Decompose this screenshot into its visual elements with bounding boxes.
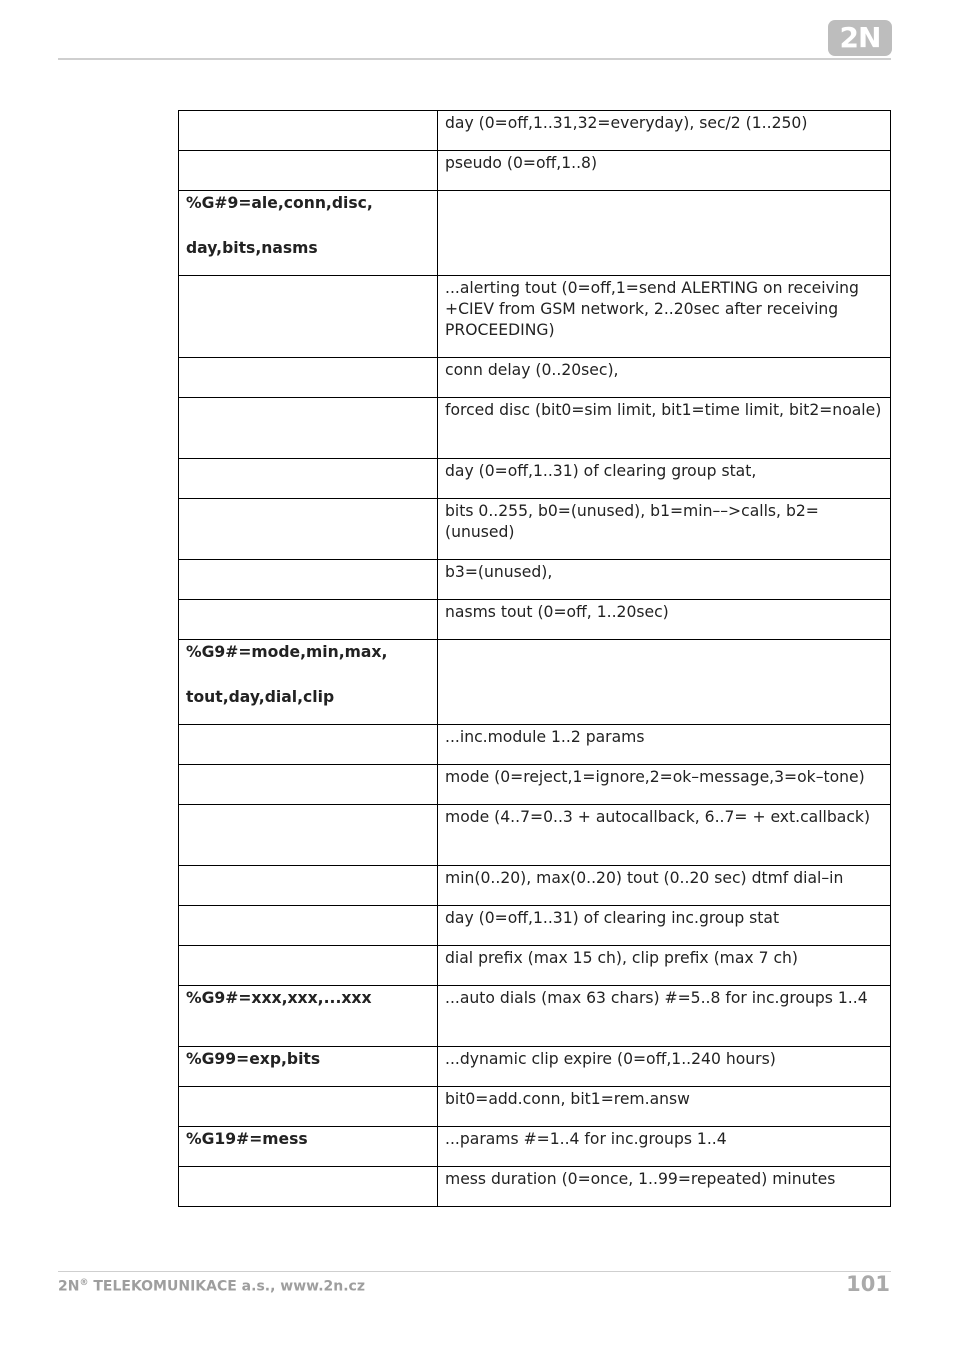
table-row: [179, 499, 891, 560]
table-row: [179, 725, 891, 765]
command-cell: [179, 459, 438, 499]
parameter-table-body: [179, 111, 891, 1207]
description-cell: day (0=off,1..31,32=everyday), sec/2 (1..250): [438, 111, 891, 151]
description-cell: ...dynamic clip expire (0=off,1..240 hours): [438, 1047, 891, 1087]
table-row: [179, 765, 891, 805]
command-cell: [179, 600, 438, 640]
description-cell: ...inc.module 1..2 params: [438, 725, 891, 765]
description-cell: mess duration (0=once, 1..99=repeated) minutes: [438, 1167, 891, 1207]
table-row: [179, 906, 891, 946]
command-cell: [179, 358, 438, 398]
header-divider: [58, 58, 891, 60]
table-row: [179, 560, 891, 600]
command-text: %G9#=xxx,xxx,...xxx: [186, 989, 372, 1007]
table-row: [179, 1047, 891, 1087]
description-cell: min(0..20), max(0..20) tout (0..20 sec) dtmf dial–in: [438, 866, 891, 906]
description-cell: nasms tout (0=off, 1..20sec): [438, 600, 891, 640]
command-text-continued: day,bits,nasms: [186, 239, 318, 257]
table-row: [179, 111, 891, 151]
command-cell: [179, 499, 438, 560]
description-cell: mode (4..7=0..3 + autocallback, 6..7= + ext.callback): [438, 805, 891, 866]
command-cell: [179, 1127, 438, 1167]
description-cell: b3=(unused),: [438, 560, 891, 600]
table-row: [179, 1087, 891, 1127]
brand-logo: 2N: [828, 20, 892, 56]
page-number: 101: [846, 1272, 890, 1296]
description-cell: [438, 191, 891, 276]
description-cell: bit0=add.conn, bit1=rem.answ: [438, 1087, 891, 1127]
command-text: %G99=exp,bits: [186, 1050, 321, 1068]
command-cell: [179, 1087, 438, 1127]
description-cell: bits 0..255, b0=(unused), b1=min––>calls, b2=(unused): [438, 499, 891, 560]
command-cell: [179, 111, 438, 151]
footer-company: [58, 1278, 365, 1295]
table-row: [179, 358, 891, 398]
description-cell: day (0=off,1..31) of clearing inc.group stat: [438, 906, 891, 946]
command-cell: [179, 1167, 438, 1207]
table-row: [179, 866, 891, 906]
table-row: [179, 151, 891, 191]
command-cell: [179, 276, 438, 358]
command-cell: [179, 906, 438, 946]
table-row: [179, 398, 891, 459]
footer-company-text: TELEKOMUNIKACE a.s., www.2n.cz: [88, 1278, 365, 1295]
command-cell: [179, 946, 438, 986]
table-row: [179, 986, 891, 1047]
command-text: %G9#=mode,min,max,: [186, 643, 388, 661]
command-cell: [179, 725, 438, 765]
table-row: [179, 1127, 891, 1167]
description-cell: ...alerting tout (0=off,1=send ALERTING on receiving +CIEV from GSM network, 2..20sec after receiving PROCEEDING): [438, 276, 891, 358]
command-cell: [179, 866, 438, 906]
command-text-continued: tout,day,dial,clip: [186, 688, 335, 706]
description-cell: conn delay (0..20sec),: [438, 358, 891, 398]
description-cell: ...auto dials (max 63 chars) #=5..8 for inc.groups 1..4: [438, 986, 891, 1047]
command-cell: [179, 1047, 438, 1087]
command-cell: [179, 398, 438, 459]
table-row: [179, 459, 891, 499]
description-cell: mode (0=reject,1=ignore,2=ok–message,3=ok–tone): [438, 765, 891, 805]
description-cell: ...params #=1..4 for inc.groups 1..4: [438, 1127, 891, 1167]
registered-mark: ®: [79, 1278, 89, 1288]
command-cell: [179, 191, 438, 276]
description-cell: pseudo (0=off,1..8): [438, 151, 891, 191]
description-cell: forced disc (bit0=sim limit, bit1=time limit, bit2=noale): [438, 398, 891, 459]
description-cell: dial prefix (max 15 ch), clip prefix (max 7 ch): [438, 946, 891, 986]
table-row: [179, 276, 891, 358]
table-row: [179, 1167, 891, 1207]
description-cell: [438, 640, 891, 725]
command-cell: [179, 640, 438, 725]
command-cell: [179, 986, 438, 1047]
footer-brand: 2N: [58, 1278, 80, 1295]
command-cell: [179, 560, 438, 600]
command-text: %G#9=ale,conn,disc,: [186, 194, 373, 212]
command-text: %G19#=mess: [186, 1130, 308, 1148]
table-row: [179, 191, 891, 276]
table-row: [179, 946, 891, 986]
parameter-table: [178, 110, 891, 1207]
command-cell: [179, 805, 438, 866]
description-cell: day (0=off,1..31) of clearing group stat,: [438, 459, 891, 499]
table-row: [179, 805, 891, 866]
command-cell: [179, 151, 438, 191]
command-cell: [179, 765, 438, 805]
table-row: [179, 600, 891, 640]
table-row: [179, 640, 891, 725]
footer-divider: [58, 1271, 891, 1272]
